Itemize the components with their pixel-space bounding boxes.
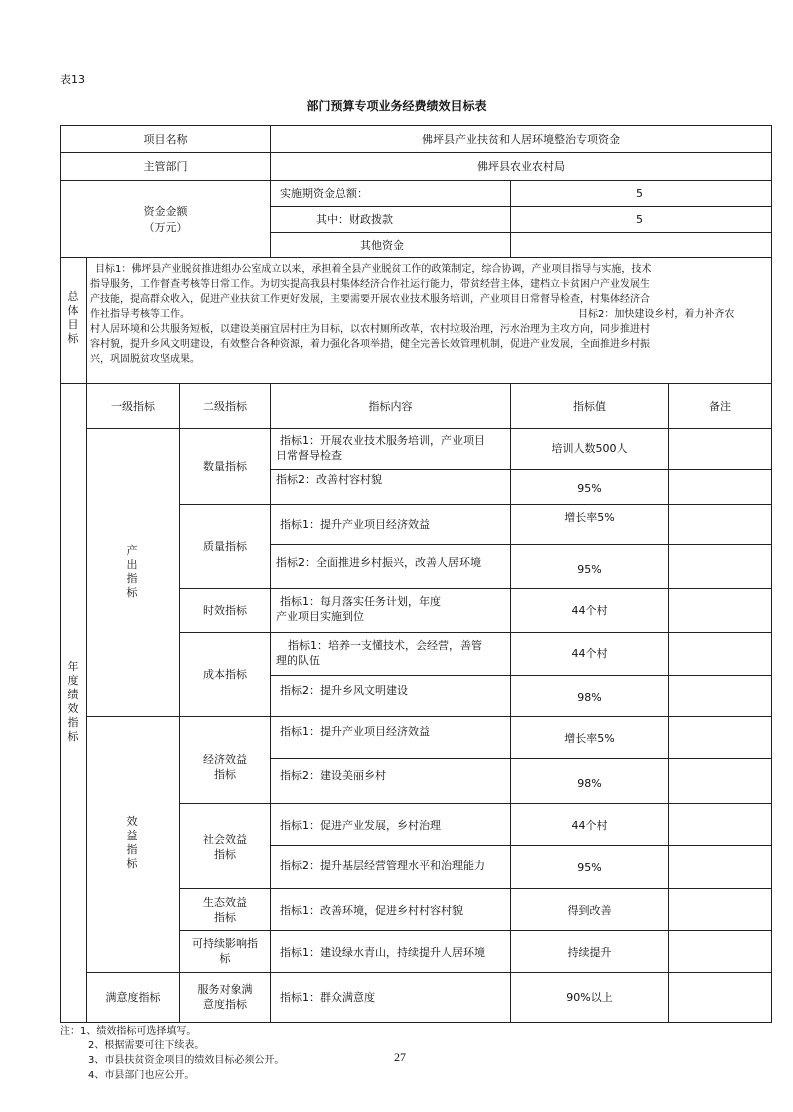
timeliness-indicator-label: 时效指标 bbox=[203, 604, 247, 617]
indicator-value: 98% bbox=[577, 777, 602, 790]
fiscal-funds-label: 其中：财政拨款 bbox=[316, 213, 393, 226]
col-value-header: 指标值 bbox=[573, 400, 606, 413]
indicator-content: 指标1：促进产业发展，乡村治理 bbox=[280, 819, 441, 832]
indicator-content: 指标1：群众满意度 bbox=[280, 991, 375, 1004]
annual-performance-label: 年度绩效指标 bbox=[67, 660, 79, 743]
indicator-value: 增长率5% bbox=[564, 511, 615, 524]
goal-line: 产技能，提高群众收入，促进产业扶贫工作更好发展，主要需要开展农业技术服务培训，产业项目日常督导检查，村集体经济合 bbox=[90, 294, 650, 305]
social-benefit-label: 社会效益指标 bbox=[203, 833, 247, 861]
indicator-value: 44个村 bbox=[571, 819, 608, 832]
indicator-value: 增长率5% bbox=[564, 732, 615, 745]
indicator-value: 得到改善 bbox=[567, 904, 612, 917]
goal-label: 总体目标 bbox=[67, 290, 79, 345]
service-satisfaction-label: 服务对象满意度指标 bbox=[197, 983, 253, 1011]
project-name-label: 项目名称 bbox=[143, 133, 188, 146]
col-level2-header: 二级指标 bbox=[203, 400, 247, 413]
indicator-value: 98% bbox=[577, 691, 602, 704]
satisfaction-indicator-label: 满意度指标 bbox=[105, 991, 161, 1004]
indicator-content: 指标1：每月落实任务计划，年度 bbox=[280, 595, 441, 608]
note-line: 4、市县部门也应公开。 bbox=[88, 1070, 195, 1081]
indicator-value: 培训人数500人 bbox=[551, 442, 628, 455]
ecological-benefit-label: 生态效益指标 bbox=[203, 896, 247, 924]
col-level1-header: 一级指标 bbox=[111, 400, 155, 413]
goal-line: 作社指导考核等工作。 bbox=[90, 309, 190, 320]
total-funds-label: 实施期资金总额： bbox=[280, 187, 368, 200]
page-number: 27 bbox=[394, 1050, 406, 1064]
indicator-content: 指标1：建设绿水青山，持续提升人居环境 bbox=[280, 946, 485, 959]
indicator-content: 指标2：提升乡风文明建设 bbox=[280, 684, 408, 697]
indicator-content: 指标1：改善环境，促进乡村村容村貌 bbox=[280, 904, 463, 917]
cost-indicator-label: 成本指标 bbox=[203, 668, 247, 681]
goal-line: 兴，巩固脱贫攻坚成果。 bbox=[90, 354, 200, 365]
goal-line: 目标1：佛坪县产业脱贫推进组办公室成立以来，承担着全县产业脱贫工作的政策制定，综合协调，产业项目指导与实施，技术 bbox=[95, 264, 652, 275]
funds-label: 资金金额 bbox=[143, 205, 188, 218]
indicator-content: 指标1：提升产业项目经济效益 bbox=[280, 518, 430, 531]
indicator-content: 理的队伍 bbox=[276, 654, 320, 667]
quantity-indicator-label: 数量指标 bbox=[203, 460, 247, 473]
output-indicator-label: 产出指标 bbox=[126, 544, 138, 599]
indicator-value: 95% bbox=[577, 861, 602, 874]
note-line: 注：1、绩效指标可选择填写。 bbox=[60, 1026, 197, 1037]
total-funds-value: 5 bbox=[636, 187, 643, 200]
table-number: 表13 bbox=[60, 73, 85, 86]
indicator-value: 44个村 bbox=[571, 604, 608, 617]
col-remark-header: 备注 bbox=[709, 400, 731, 413]
indicator-content: 指标2：建设美丽乡村 bbox=[280, 769, 386, 782]
indicator-content: 日常督导检查 bbox=[276, 449, 342, 462]
fiscal-funds-value: 5 bbox=[636, 213, 643, 226]
indicator-content: 指标2：改善村容村貌 bbox=[276, 473, 382, 486]
indicator-content: 指标2：全面推进乡村振兴，改善人居环境 bbox=[276, 556, 481, 569]
goal-line: 容村貌，提升乡风文明建设，有效整合各种资源，着力强化各项举措，健全完善长效管理机制，促进产业发展，全面推进乡村振 bbox=[90, 339, 650, 350]
other-funds-label: 其他资金 bbox=[360, 239, 404, 252]
page-title: 部门预算专项业务经费绩效目标表 bbox=[306, 99, 487, 113]
quality-indicator-label: 质量指标 bbox=[203, 540, 247, 553]
indicator-value: 95% bbox=[577, 563, 602, 576]
goal-line: 指导服务，工作督查考核等日常工作。为切实提高我县村集体经济合作社运行能力，带贫经营主体，建档立卡贫困户产业发展生 bbox=[90, 279, 650, 290]
benefit-indicator-label: 效益指标 bbox=[126, 815, 138, 870]
indicator-content: 指标1：提升产业项目经济效益 bbox=[280, 725, 430, 738]
note-line: 3、市县扶贫资金项目的绩效目标必须公开。 bbox=[88, 1055, 285, 1066]
project-name-value: 佛坪县产业扶贫和人居环境整治专项资金 bbox=[422, 133, 620, 146]
indicator-content: 指标1：开展农业技术服务培训，产业项目 bbox=[280, 434, 485, 447]
indicator-value: 44个村 bbox=[571, 647, 608, 660]
goal-line: 目标2：加快建设乡村，着力补齐农 bbox=[578, 309, 735, 320]
indicator-content: 产业项目实施到位 bbox=[276, 610, 364, 623]
funds-unit-label: （万元） bbox=[143, 221, 188, 234]
dept-label: 主管部门 bbox=[143, 160, 188, 173]
note-line: 2、根据需要可往下续表。 bbox=[88, 1040, 205, 1051]
goal-line: 村人居环境和公共服务短板，以建设美丽宜居村庄为目标，以农村厕所改革，农村垃圾治理，污水治理为主攻方向，同步推进村 bbox=[90, 324, 650, 335]
dept-value: 佛坪县农业农村局 bbox=[477, 160, 565, 173]
indicator-value: 95% bbox=[577, 482, 602, 495]
col-content-header: 指标内容 bbox=[368, 400, 413, 413]
indicator-value: 90%以上 bbox=[566, 991, 613, 1004]
indicator-content: 指标2：提升基层经营管理水平和治理能力 bbox=[280, 859, 485, 872]
indicator-content: 指标1：培养一支懂技术，会经营，善管 bbox=[288, 639, 482, 652]
economic-benefit-label: 经济效益指标 bbox=[203, 753, 247, 781]
indicator-value: 持续提升 bbox=[567, 946, 612, 959]
sustainable-impact-label: 可持续影响指标 bbox=[192, 937, 258, 965]
